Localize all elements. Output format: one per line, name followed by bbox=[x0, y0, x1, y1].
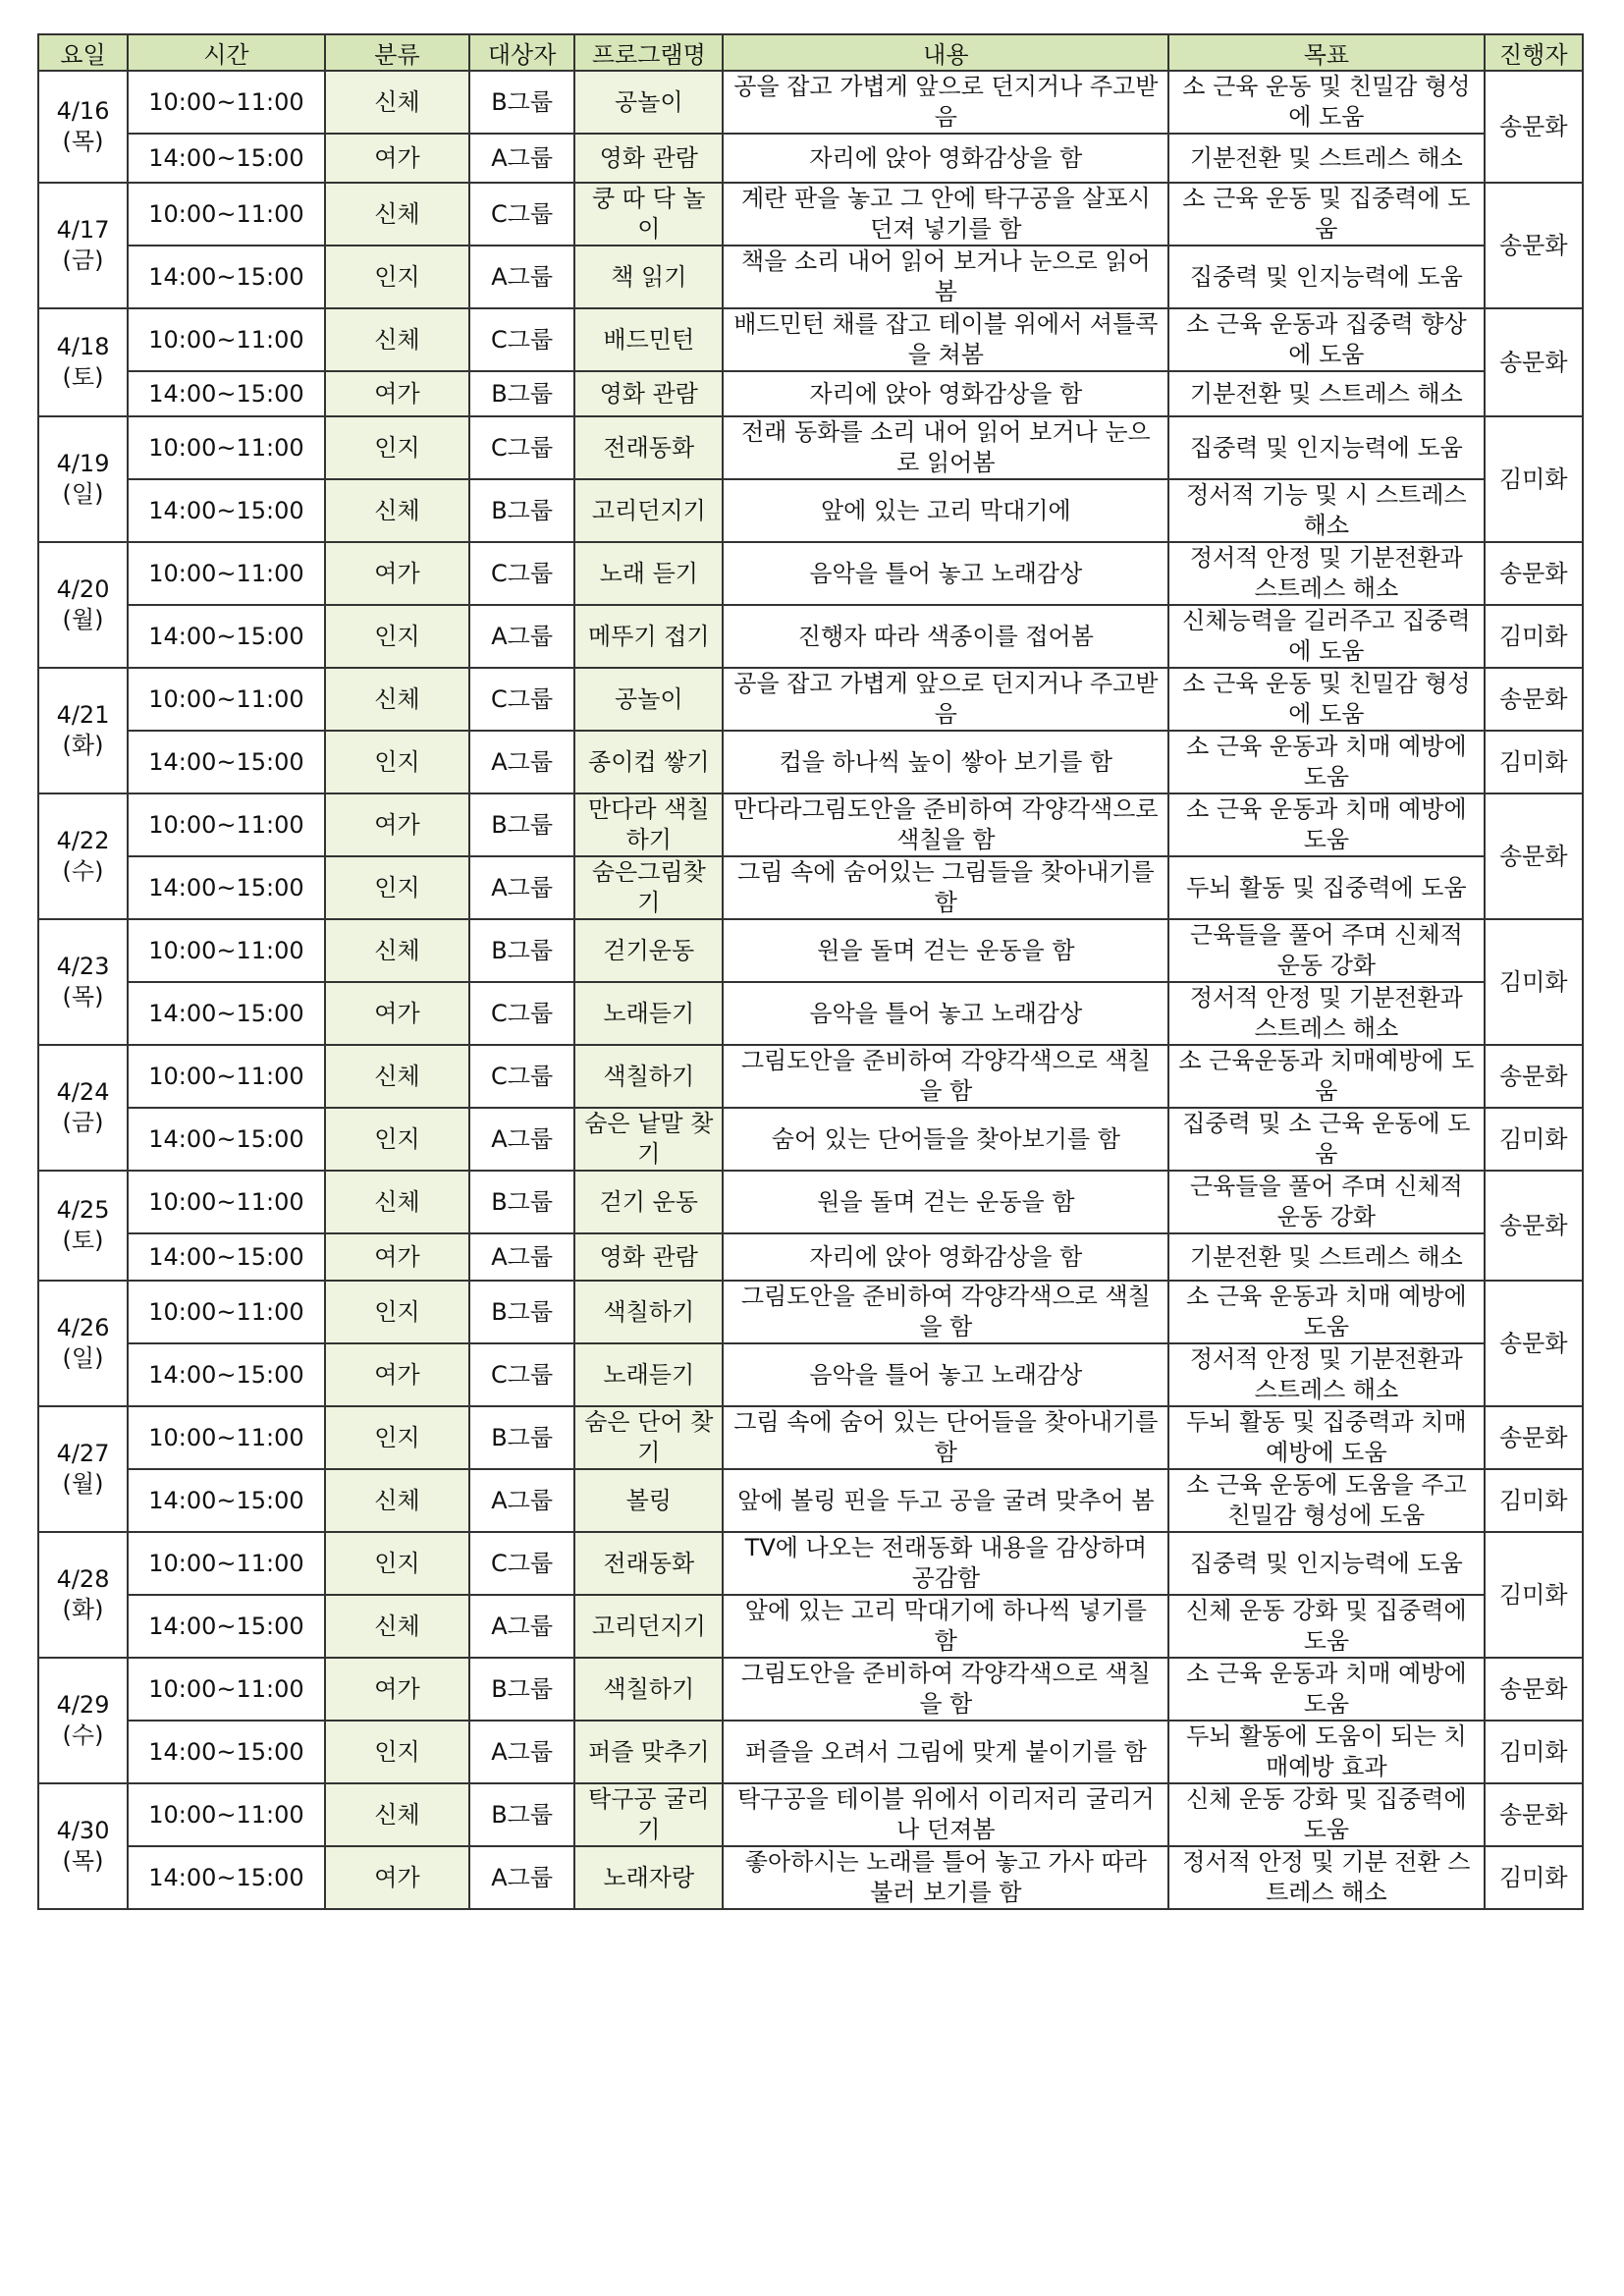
program-cell: 영화 관람 bbox=[574, 134, 723, 183]
leader-cell: 송문화 bbox=[1485, 668, 1583, 731]
category-cell: 여가 bbox=[325, 1846, 469, 1909]
table-row bbox=[38, 371, 1583, 416]
table-row bbox=[38, 479, 1583, 542]
table-row bbox=[38, 1343, 1583, 1406]
goal-cell: 정서적 안정 및 기분 전환 스트레스 해소 bbox=[1168, 1846, 1484, 1909]
day-weekday: (토) bbox=[62, 363, 104, 391]
table-row bbox=[38, 183, 1583, 246]
time-cell: 14:00~15:00 bbox=[128, 856, 325, 919]
table-row bbox=[38, 1846, 1583, 1909]
time-cell: 10:00~11:00 bbox=[128, 1406, 325, 1469]
program-cell: 영화 관람 bbox=[574, 1233, 723, 1281]
program-cell: 걷기 운동 bbox=[574, 1171, 723, 1233]
category-cell: 인지 bbox=[325, 1406, 469, 1469]
day-weekday: (토) bbox=[62, 1227, 104, 1254]
group-cell: A그룹 bbox=[469, 1721, 574, 1783]
goal-cell: 소 근육 운동과 치매 예방에 도움 bbox=[1168, 793, 1484, 856]
goal-cell: 소 근육 운동과 치매 예방에 도움 bbox=[1168, 731, 1484, 793]
day-cell bbox=[38, 1171, 128, 1281]
leader-cell: 송문화 bbox=[1485, 183, 1583, 308]
leader-cell: 송문화 bbox=[1485, 1783, 1583, 1846]
table-row bbox=[38, 416, 1583, 479]
content-cell: 음악을 틀어 놓고 노래감상 bbox=[723, 982, 1168, 1045]
goal-cell: 소 근육운동과 치매예방에 도움 bbox=[1168, 1045, 1484, 1108]
day-cell bbox=[38, 1783, 128, 1909]
program-cell: 노래듣기 bbox=[574, 982, 723, 1045]
leader-cell: 김미화 bbox=[1485, 1469, 1583, 1532]
content-cell: 원을 돌며 걷는 운동을 함 bbox=[723, 919, 1168, 982]
table-row bbox=[38, 982, 1583, 1045]
category-cell: 인지 bbox=[325, 246, 469, 308]
time-cell: 14:00~15:00 bbox=[128, 1595, 325, 1658]
day-date: 4/26 bbox=[56, 1314, 110, 1341]
group-cell: C그룹 bbox=[469, 1532, 574, 1595]
leader-cell: 송문화 bbox=[1485, 71, 1583, 183]
content-cell: 계란 판을 놓고 그 안에 탁구공을 살포시 던져 넣기를 함 bbox=[723, 183, 1168, 246]
category-cell: 여가 bbox=[325, 542, 469, 605]
day-cell bbox=[38, 542, 128, 668]
goal-cell: 두뇌 활동 및 집중력에 도움 bbox=[1168, 856, 1484, 919]
time-cell: 10:00~11:00 bbox=[128, 183, 325, 246]
time-cell: 10:00~11:00 bbox=[128, 1281, 325, 1343]
table-row bbox=[38, 1045, 1583, 1108]
program-cell: 퍼즐 맞추기 bbox=[574, 1721, 723, 1783]
program-cell: 숨은 단어 찾기 bbox=[574, 1406, 723, 1469]
program-schedule-table bbox=[37, 33, 1584, 1910]
category-cell: 신체 bbox=[325, 1595, 469, 1658]
day-date: 4/28 bbox=[56, 1565, 110, 1593]
time-cell: 14:00~15:00 bbox=[128, 1846, 325, 1909]
table-row bbox=[38, 1233, 1583, 1281]
day-date: 4/17 bbox=[56, 216, 110, 244]
time-cell: 10:00~11:00 bbox=[128, 308, 325, 371]
content-cell: 컵을 하나씩 높이 쌓아 보기를 함 bbox=[723, 731, 1168, 793]
goal-cell: 두뇌 활동에 도움이 되는 치매예방 효과 bbox=[1168, 1721, 1484, 1783]
table-row bbox=[38, 1658, 1583, 1721]
day-weekday: (월) bbox=[62, 606, 104, 633]
program-cell: 걷기운동 bbox=[574, 919, 723, 982]
table-row bbox=[38, 1108, 1583, 1171]
table-row bbox=[38, 542, 1583, 605]
day-date: 4/23 bbox=[56, 953, 110, 980]
group-cell: C그룹 bbox=[469, 1343, 574, 1406]
program-cell: 만다라 색칠하기 bbox=[574, 793, 723, 856]
goal-cell: 신체능력을 길러주고 집중력에 도움 bbox=[1168, 605, 1484, 668]
day-weekday: (수) bbox=[62, 1722, 104, 1749]
program-cell: 탁구공 굴리기 bbox=[574, 1783, 723, 1846]
table-row bbox=[38, 1171, 1583, 1233]
header-category: 분류 bbox=[325, 34, 469, 71]
goal-cell: 신체 운동 강화 및 집중력에 도움 bbox=[1168, 1783, 1484, 1846]
content-cell: 배드민턴 채를 잡고 테이블 위에서 셔틀콕을 쳐봄 bbox=[723, 308, 1168, 371]
leader-cell: 송문화 bbox=[1485, 1281, 1583, 1406]
day-weekday: (목) bbox=[62, 128, 104, 155]
leader-cell: 김미화 bbox=[1485, 731, 1583, 793]
program-cell: 볼링 bbox=[574, 1469, 723, 1532]
group-cell: B그룹 bbox=[469, 919, 574, 982]
goal-cell: 정서적 안정 및 기분전환과 스트레스 해소 bbox=[1168, 982, 1484, 1045]
time-cell: 14:00~15:00 bbox=[128, 605, 325, 668]
day-cell bbox=[38, 183, 128, 308]
category-cell: 인지 bbox=[325, 1532, 469, 1595]
leader-cell: 송문화 bbox=[1485, 1406, 1583, 1469]
group-cell: A그룹 bbox=[469, 1595, 574, 1658]
table-row bbox=[38, 793, 1583, 856]
day-cell bbox=[38, 1658, 128, 1783]
leader-cell: 송문화 bbox=[1485, 542, 1583, 605]
category-cell: 여가 bbox=[325, 1233, 469, 1281]
table-row bbox=[38, 668, 1583, 731]
leader-cell: 김미화 bbox=[1485, 416, 1583, 542]
goal-cell: 소 근육 운동 및 친밀감 형성에 도움 bbox=[1168, 668, 1484, 731]
content-cell: 공을 잡고 가볍게 앞으로 던지거나 주고받음 bbox=[723, 71, 1168, 134]
program-cell: 노래자랑 bbox=[574, 1846, 723, 1909]
goal-cell: 소 근육 운동 및 집중력에 도움 bbox=[1168, 183, 1484, 246]
time-cell: 14:00~15:00 bbox=[128, 982, 325, 1045]
header-day: 요일 bbox=[38, 34, 128, 71]
content-cell: 만다라그림도안을 준비하여 각양각색으로 색칠을 함 bbox=[723, 793, 1168, 856]
goal-cell: 소 근육 운동 및 친밀감 형성에 도움 bbox=[1168, 71, 1484, 134]
leader-cell: 송문화 bbox=[1485, 1045, 1583, 1108]
content-cell: 그림 속에 숨어있는 그림들을 찾아내기를 함 bbox=[723, 856, 1168, 919]
time-cell: 14:00~15:00 bbox=[128, 371, 325, 416]
time-cell: 10:00~11:00 bbox=[128, 1783, 325, 1846]
goal-cell: 소 근육 운동과 집중력 향상에 도움 bbox=[1168, 308, 1484, 371]
category-cell: 신체 bbox=[325, 1469, 469, 1532]
leader-cell: 김미화 bbox=[1485, 1532, 1583, 1658]
goal-cell: 정서적 안정 및 기분전환과 스트레스 해소 bbox=[1168, 542, 1484, 605]
group-cell: C그룹 bbox=[469, 416, 574, 479]
time-cell: 10:00~11:00 bbox=[128, 1045, 325, 1108]
program-cell: 쿵 따 닥 놀이 bbox=[574, 183, 723, 246]
table-row bbox=[38, 1469, 1583, 1532]
program-cell: 공놀이 bbox=[574, 668, 723, 731]
group-cell: B그룹 bbox=[469, 1783, 574, 1846]
goal-cell: 신체 운동 강화 및 집중력에 도움 bbox=[1168, 1595, 1484, 1658]
goal-cell: 기분전환 및 스트레스 해소 bbox=[1168, 134, 1484, 183]
day-cell bbox=[38, 308, 128, 416]
time-cell: 14:00~15:00 bbox=[128, 1469, 325, 1532]
goal-cell: 집중력 및 인지능력에 도움 bbox=[1168, 416, 1484, 479]
category-cell: 신체 bbox=[325, 1045, 469, 1108]
day-date: 4/19 bbox=[56, 450, 110, 477]
time-cell: 10:00~11:00 bbox=[128, 1658, 325, 1721]
group-cell: A그룹 bbox=[469, 605, 574, 668]
header-leader: 진행자 bbox=[1485, 34, 1583, 71]
day-cell bbox=[38, 1406, 128, 1532]
group-cell: A그룹 bbox=[469, 246, 574, 308]
category-cell: 인지 bbox=[325, 1721, 469, 1783]
program-cell: 종이컵 쌓기 bbox=[574, 731, 723, 793]
category-cell: 여가 bbox=[325, 134, 469, 183]
group-cell: B그룹 bbox=[469, 1658, 574, 1721]
content-cell: 그림도안을 준비하여 각양각색으로 색칠을 함 bbox=[723, 1045, 1168, 1108]
content-cell: 그림도안을 준비하여 각양각색으로 색칠을 함 bbox=[723, 1281, 1168, 1343]
table-row bbox=[38, 134, 1583, 183]
day-date: 4/20 bbox=[56, 575, 110, 603]
day-cell bbox=[38, 1045, 128, 1171]
group-cell: B그룹 bbox=[469, 1406, 574, 1469]
content-cell: 앞에 볼링 핀을 두고 공을 굴려 맞추어 봄 bbox=[723, 1469, 1168, 1532]
table-row bbox=[38, 605, 1583, 668]
leader-cell: 김미화 bbox=[1485, 1721, 1583, 1783]
time-cell: 10:00~11:00 bbox=[128, 71, 325, 134]
content-cell: 자리에 앉아 영화감상을 함 bbox=[723, 134, 1168, 183]
time-cell: 10:00~11:00 bbox=[128, 416, 325, 479]
day-date: 4/16 bbox=[56, 97, 110, 125]
content-cell: 좋아하시는 노래를 틀어 놓고 가사 따라 불러 보기를 함 bbox=[723, 1846, 1168, 1909]
goal-cell: 소 근육 운동과 치매 예방에 도움 bbox=[1168, 1658, 1484, 1721]
goal-cell: 소 근육 운동과 치매 예방에 도움 bbox=[1168, 1281, 1484, 1343]
time-cell: 14:00~15:00 bbox=[128, 1343, 325, 1406]
goal-cell: 근육들을 풀어 주며 신체적 운동 강화 bbox=[1168, 919, 1484, 982]
time-cell: 14:00~15:00 bbox=[128, 1233, 325, 1281]
goal-cell: 근육들을 풀어 주며 신체적 운동 강화 bbox=[1168, 1171, 1484, 1233]
program-cell: 노래 듣기 bbox=[574, 542, 723, 605]
table-row bbox=[38, 308, 1583, 371]
leader-cell: 김미화 bbox=[1485, 919, 1583, 1045]
table-row bbox=[38, 1595, 1583, 1658]
category-cell: 여가 bbox=[325, 793, 469, 856]
program-cell: 고리던지기 bbox=[574, 1595, 723, 1658]
goal-cell: 집중력 및 인지능력에 도움 bbox=[1168, 246, 1484, 308]
leader-cell: 김미화 bbox=[1485, 1846, 1583, 1909]
header-program: 프로그램명 bbox=[574, 34, 723, 71]
program-cell: 숨은 낱말 찾기 bbox=[574, 1108, 723, 1171]
table-row bbox=[38, 1532, 1583, 1595]
category-cell: 신체 bbox=[325, 1171, 469, 1233]
content-cell: 원을 돌며 걷는 운동을 함 bbox=[723, 1171, 1168, 1233]
category-cell: 신체 bbox=[325, 479, 469, 542]
category-cell: 여가 bbox=[325, 371, 469, 416]
header-time: 시간 bbox=[128, 34, 325, 71]
group-cell: A그룹 bbox=[469, 1846, 574, 1909]
day-weekday: (수) bbox=[62, 857, 104, 885]
day-weekday: (일) bbox=[62, 480, 104, 508]
program-cell: 색칠하기 bbox=[574, 1045, 723, 1108]
leader-cell: 송문화 bbox=[1485, 308, 1583, 416]
day-weekday: (일) bbox=[62, 1344, 104, 1372]
table-row bbox=[38, 1783, 1583, 1846]
time-cell: 10:00~11:00 bbox=[128, 1171, 325, 1233]
category-cell: 인지 bbox=[325, 856, 469, 919]
content-cell: TV에 나오는 전래동화 내용을 감상하며 공감함 bbox=[723, 1532, 1168, 1595]
day-weekday: (화) bbox=[62, 732, 104, 759]
content-cell: 앞에 있는 고리 막대기에 bbox=[723, 479, 1168, 542]
content-cell: 음악을 틀어 놓고 노래감상 bbox=[723, 542, 1168, 605]
goal-cell: 기분전환 및 스트레스 해소 bbox=[1168, 1233, 1484, 1281]
day-weekday: (금) bbox=[62, 1109, 104, 1136]
group-cell: C그룹 bbox=[469, 542, 574, 605]
table-row bbox=[38, 246, 1583, 308]
category-cell: 신체 bbox=[325, 183, 469, 246]
group-cell: C그룹 bbox=[469, 982, 574, 1045]
category-cell: 신체 bbox=[325, 1783, 469, 1846]
category-cell: 인지 bbox=[325, 1281, 469, 1343]
goal-cell: 기분전환 및 스트레스 해소 bbox=[1168, 371, 1484, 416]
program-cell: 영화 관람 bbox=[574, 371, 723, 416]
day-cell bbox=[38, 668, 128, 793]
group-cell: C그룹 bbox=[469, 183, 574, 246]
time-cell: 10:00~11:00 bbox=[128, 542, 325, 605]
content-cell: 자리에 앉아 영화감상을 함 bbox=[723, 371, 1168, 416]
time-cell: 14:00~15:00 bbox=[128, 246, 325, 308]
category-cell: 인지 bbox=[325, 731, 469, 793]
program-cell: 메뚜기 접기 bbox=[574, 605, 723, 668]
group-cell: A그룹 bbox=[469, 1469, 574, 1532]
table-row bbox=[38, 919, 1583, 982]
group-cell: B그룹 bbox=[469, 71, 574, 134]
group-cell: A그룹 bbox=[469, 731, 574, 793]
leader-cell: 김미화 bbox=[1485, 1108, 1583, 1171]
group-cell: C그룹 bbox=[469, 1045, 574, 1108]
table-row bbox=[38, 856, 1583, 919]
day-cell bbox=[38, 919, 128, 1045]
group-cell: B그룹 bbox=[469, 1281, 574, 1343]
program-cell: 책 읽기 bbox=[574, 246, 723, 308]
day-cell bbox=[38, 71, 128, 183]
content-cell: 그림도안을 준비하여 각양각색으로 색칠을 함 bbox=[723, 1658, 1168, 1721]
group-cell: A그룹 bbox=[469, 134, 574, 183]
day-weekday: (목) bbox=[62, 983, 104, 1011]
group-cell: C그룹 bbox=[469, 308, 574, 371]
category-cell: 인지 bbox=[325, 1108, 469, 1171]
content-cell: 숨어 있는 단어들을 찾아보기를 함 bbox=[723, 1108, 1168, 1171]
group-cell: B그룹 bbox=[469, 371, 574, 416]
program-cell: 고리던지기 bbox=[574, 479, 723, 542]
time-cell: 10:00~11:00 bbox=[128, 919, 325, 982]
group-cell: B그룹 bbox=[469, 793, 574, 856]
day-weekday: (금) bbox=[62, 246, 104, 274]
day-date: 4/30 bbox=[56, 1817, 110, 1844]
content-cell: 전래 동화를 소리 내어 읽어 보거나 눈으로 읽어봄 bbox=[723, 416, 1168, 479]
table-row bbox=[38, 71, 1583, 134]
day-date: 4/22 bbox=[56, 827, 110, 854]
category-cell: 여가 bbox=[325, 1658, 469, 1721]
content-cell: 퍼즐을 오려서 그림에 맞게 붙이기를 함 bbox=[723, 1721, 1168, 1783]
table-row bbox=[38, 1281, 1583, 1343]
goal-cell: 집중력 및 소 근육 운동에 도움 bbox=[1168, 1108, 1484, 1171]
time-cell: 14:00~15:00 bbox=[128, 134, 325, 183]
day-date: 4/29 bbox=[56, 1691, 110, 1719]
goal-cell: 두뇌 활동 및 집중력과 치매예방에 도움 bbox=[1168, 1406, 1484, 1469]
goal-cell: 정서적 안정 및 기분전환과 스트레스 해소 bbox=[1168, 1343, 1484, 1406]
program-cell: 전래동화 bbox=[574, 416, 723, 479]
content-cell: 음악을 틀어 놓고 노래감상 bbox=[723, 1343, 1168, 1406]
content-cell: 자리에 앉아 영화감상을 함 bbox=[723, 1233, 1168, 1281]
day-weekday: (목) bbox=[62, 1847, 104, 1875]
content-cell: 그림 속에 숨어 있는 단어들을 찾아내기를 함 bbox=[723, 1406, 1168, 1469]
group-cell: A그룹 bbox=[469, 856, 574, 919]
group-cell: C그룹 bbox=[469, 668, 574, 731]
schedule-body bbox=[38, 71, 1583, 1909]
day-cell bbox=[38, 1281, 128, 1406]
day-cell bbox=[38, 793, 128, 919]
day-weekday: (월) bbox=[62, 1470, 104, 1498]
group-cell: B그룹 bbox=[469, 479, 574, 542]
goal-cell: 정서적 기능 및 시 스트레스 해소 bbox=[1168, 479, 1484, 542]
table-row bbox=[38, 1406, 1583, 1469]
header-row bbox=[38, 34, 1583, 71]
leader-cell: 송문화 bbox=[1485, 793, 1583, 919]
day-date: 4/21 bbox=[56, 701, 110, 729]
content-cell: 앞에 있는 고리 막대기에 하나씩 넣기를 함 bbox=[723, 1595, 1168, 1658]
program-cell: 노래듣기 bbox=[574, 1343, 723, 1406]
leader-cell: 송문화 bbox=[1485, 1658, 1583, 1721]
day-date: 4/25 bbox=[56, 1196, 110, 1224]
category-cell: 신체 bbox=[325, 668, 469, 731]
time-cell: 10:00~11:00 bbox=[128, 668, 325, 731]
content-cell: 진행자 따라 색종이를 접어봄 bbox=[723, 605, 1168, 668]
category-cell: 여가 bbox=[325, 982, 469, 1045]
header-goal: 목표 bbox=[1168, 34, 1484, 71]
table-row bbox=[38, 1721, 1583, 1783]
leader-cell: 김미화 bbox=[1485, 605, 1583, 668]
day-cell bbox=[38, 1532, 128, 1658]
day-date: 4/18 bbox=[56, 333, 110, 360]
content-cell: 공을 잡고 가볍게 앞으로 던지거나 주고받음 bbox=[723, 668, 1168, 731]
header-group: 대상자 bbox=[469, 34, 574, 71]
table-row bbox=[38, 731, 1583, 793]
time-cell: 10:00~11:00 bbox=[128, 1532, 325, 1595]
day-weekday: (화) bbox=[62, 1596, 104, 1623]
category-cell: 인지 bbox=[325, 416, 469, 479]
day-date: 4/27 bbox=[56, 1440, 110, 1467]
program-cell: 색칠하기 bbox=[574, 1658, 723, 1721]
program-cell: 색칠하기 bbox=[574, 1281, 723, 1343]
time-cell: 14:00~15:00 bbox=[128, 1108, 325, 1171]
program-cell: 전래동화 bbox=[574, 1532, 723, 1595]
goal-cell: 집중력 및 인지능력에 도움 bbox=[1168, 1532, 1484, 1595]
day-cell bbox=[38, 416, 128, 542]
category-cell: 신체 bbox=[325, 308, 469, 371]
header-content: 내용 bbox=[723, 34, 1168, 71]
group-cell: B그룹 bbox=[469, 1171, 574, 1233]
category-cell: 여가 bbox=[325, 1343, 469, 1406]
leader-cell: 송문화 bbox=[1485, 1171, 1583, 1281]
category-cell: 신체 bbox=[325, 919, 469, 982]
time-cell: 14:00~15:00 bbox=[128, 731, 325, 793]
content-cell: 책을 소리 내어 읽어 보거나 눈으로 읽어봄 bbox=[723, 246, 1168, 308]
program-cell: 숨은그림찾기 bbox=[574, 856, 723, 919]
category-cell: 인지 bbox=[325, 605, 469, 668]
time-cell: 14:00~15:00 bbox=[128, 479, 325, 542]
content-cell: 탁구공을 테이블 위에서 이리저리 굴리거나 던져봄 bbox=[723, 1783, 1168, 1846]
program-cell: 공놀이 bbox=[574, 71, 723, 134]
program-cell: 배드민턴 bbox=[574, 308, 723, 371]
group-cell: A그룹 bbox=[469, 1233, 574, 1281]
time-cell: 10:00~11:00 bbox=[128, 793, 325, 856]
day-date: 4/24 bbox=[56, 1078, 110, 1106]
group-cell: A그룹 bbox=[469, 1108, 574, 1171]
category-cell: 신체 bbox=[325, 71, 469, 134]
goal-cell: 소 근육 운동에 도움을 주고 친밀감 형성에 도움 bbox=[1168, 1469, 1484, 1532]
time-cell: 14:00~15:00 bbox=[128, 1721, 325, 1783]
